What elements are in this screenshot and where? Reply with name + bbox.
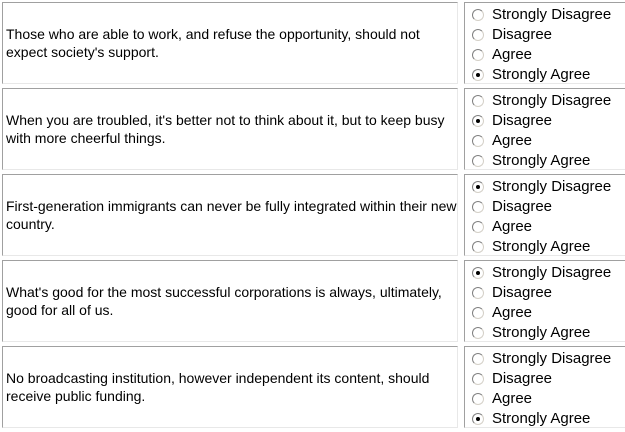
- radio-button[interactable]: [472, 267, 484, 279]
- question-text: First-generation immigrants can never be fully integrated within their new country.: [6, 198, 457, 232]
- radio-button[interactable]: [472, 69, 484, 81]
- option-label: Strongly Agree: [492, 238, 591, 255]
- option-disagree[interactable]: [472, 111, 552, 131]
- option-strongly-disagree[interactable]: [472, 263, 611, 283]
- answer-options: [464, 260, 625, 342]
- radio-button[interactable]: [472, 115, 484, 127]
- answer-options: [464, 346, 625, 428]
- question-row: [0, 344, 625, 430]
- option-strongly-agree[interactable]: [472, 65, 590, 85]
- radio-button[interactable]: [472, 241, 484, 253]
- radio-button[interactable]: [472, 413, 484, 425]
- option-disagree[interactable]: [472, 25, 552, 45]
- answer-options: [464, 2, 625, 84]
- question-cell: [2, 88, 458, 170]
- option-strongly-disagree[interactable]: [472, 91, 611, 111]
- option-label: Strongly Agree: [492, 66, 591, 83]
- option-strongly-disagree[interactable]: [472, 5, 611, 25]
- option-label: Strongly Disagree: [492, 264, 612, 281]
- question-row: [0, 172, 625, 258]
- option-label: Strongly Agree: [492, 410, 591, 427]
- answer-options: [464, 88, 625, 170]
- question-cell: [2, 174, 458, 256]
- radio-button[interactable]: [472, 307, 484, 319]
- option-strongly-disagree[interactable]: [472, 349, 611, 369]
- option-strongly-disagree[interactable]: [472, 177, 611, 197]
- radio-button[interactable]: [472, 155, 484, 167]
- option-agree[interactable]: [472, 217, 532, 237]
- option-agree[interactable]: [472, 45, 532, 65]
- question-row: [0, 86, 625, 172]
- option-disagree[interactable]: [472, 197, 552, 217]
- question-text: When you are troubled, it's better not to think about it, but to keep busy with more cheerful things.: [6, 112, 445, 146]
- radio-button[interactable]: [472, 327, 484, 339]
- radio-button[interactable]: [472, 353, 484, 365]
- option-label: Disagree: [492, 198, 553, 215]
- radio-button[interactable]: [472, 9, 484, 21]
- radio-button[interactable]: [472, 201, 484, 213]
- radio-button[interactable]: [472, 29, 484, 41]
- question-text: What's good for the most successful corporations is always, ultimately, good for all of us.: [6, 284, 442, 318]
- option-label: Disagree: [492, 112, 553, 129]
- option-label: Strongly Agree: [492, 152, 591, 169]
- option-label: Agree: [492, 218, 533, 235]
- option-strongly-agree[interactable]: [472, 237, 590, 257]
- question-row: [0, 258, 625, 344]
- answer-options: [464, 174, 625, 256]
- option-label: Strongly Disagree: [492, 92, 612, 109]
- radio-button[interactable]: [472, 95, 484, 107]
- option-label: Disagree: [492, 26, 553, 43]
- option-label: Strongly Disagree: [492, 6, 612, 23]
- option-agree[interactable]: [472, 303, 532, 323]
- radio-button[interactable]: [472, 181, 484, 193]
- radio-button[interactable]: [472, 49, 484, 61]
- option-label: Strongly Disagree: [492, 350, 612, 367]
- option-strongly-agree[interactable]: [472, 151, 590, 171]
- radio-button[interactable]: [472, 393, 484, 405]
- option-label: Agree: [492, 304, 533, 321]
- option-label: Strongly Agree: [492, 324, 591, 341]
- option-label: Agree: [492, 132, 533, 149]
- radio-button[interactable]: [472, 287, 484, 299]
- question-cell: [2, 346, 458, 428]
- option-label: Disagree: [492, 284, 553, 301]
- question-text: Those who are able to work, and refuse the opportunity, should not expect society's support.: [6, 26, 420, 60]
- option-strongly-agree[interactable]: [472, 323, 590, 343]
- question-text: No broadcasting institution, however independent its content, should receive public funding.: [6, 370, 430, 404]
- question-row: [0, 0, 625, 86]
- question-cell: [2, 2, 458, 84]
- option-agree[interactable]: [472, 131, 532, 151]
- option-label: Strongly Disagree: [492, 178, 612, 195]
- radio-button[interactable]: [472, 373, 484, 385]
- option-disagree[interactable]: [472, 283, 552, 303]
- option-label: Agree: [492, 390, 533, 407]
- option-label: Agree: [492, 46, 533, 63]
- question-cell: [2, 260, 458, 342]
- option-strongly-agree[interactable]: [472, 409, 590, 429]
- option-disagree[interactable]: [472, 369, 552, 389]
- option-label: Disagree: [492, 370, 553, 387]
- option-agree[interactable]: [472, 389, 532, 409]
- radio-button[interactable]: [472, 221, 484, 233]
- radio-button[interactable]: [472, 135, 484, 147]
